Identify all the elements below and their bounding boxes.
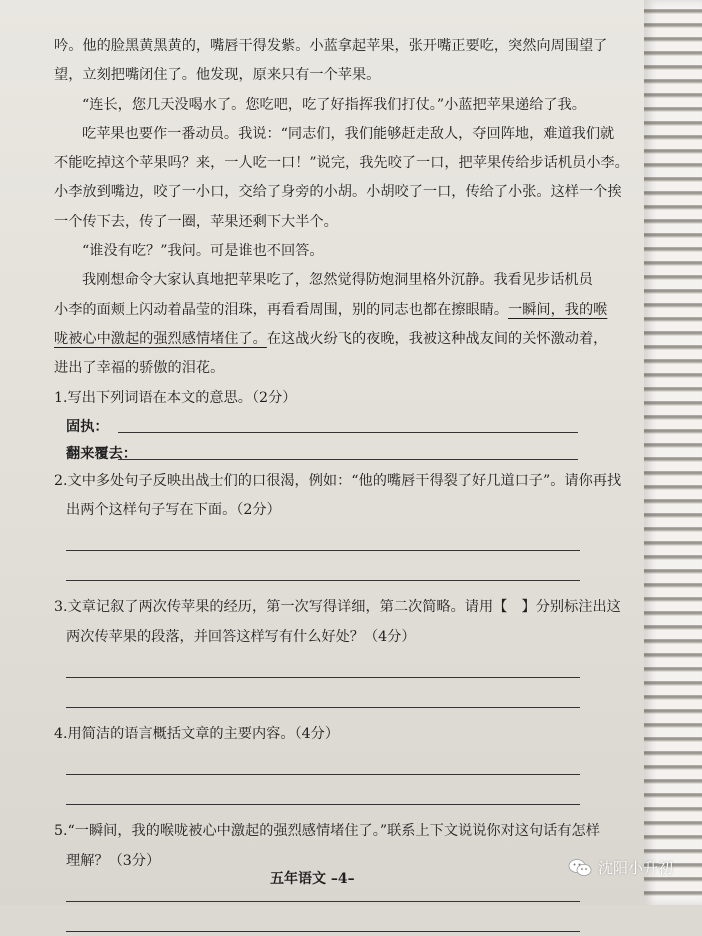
- answer-line[interactable]: [54, 906, 634, 936]
- passage-text: 在这战火纷飞的夜晚，我被这种战友间的关怀激动着，: [266, 330, 608, 347]
- question-3-cont: 两次传苹果的段落，并回答这样写有什么好处？（4分）: [66, 628, 416, 645]
- passage-line: [54, 296, 634, 325]
- passage-line: 吃苹果也要作一番动员。我说：“同志们，我们能够赶走敌人，夺回阵地，难道我们就: [82, 125, 615, 142]
- passage-line: “连长，您几天没喝水了。您吃吧，吃了好指挥我们打仗。”小蓝把苹果递给了我。: [82, 96, 586, 113]
- answer-line[interactable]: [54, 525, 634, 555]
- watermark-text: 沈阳小升初: [598, 859, 674, 877]
- passage-line: 吟。他的脸黑黄黑黄的，嘴唇干得发紫。小蓝拿起苹果，张开嘴正要吃，突然向周围望了: [54, 38, 608, 54]
- term-label: 固执：: [66, 418, 109, 435]
- passage-text: 小李的面颊上闪动着晶莹的泪珠，再看看周围，别的同志也都在擦眼睛。: [54, 301, 509, 318]
- passage-line: 望，立刻把嘴闭住了。他发现，原来只有一个苹果。: [54, 67, 381, 84]
- question-5-cont: 理解？（3分）: [66, 852, 161, 869]
- passage-line: 我刚想命令大家认真地把苹果吃了，忽然觉得防炮洞里格外沉静。我看见步话机员: [82, 272, 593, 289]
- answer-field-1a[interactable]: [54, 413, 634, 440]
- question-1: 1.写出下列词语在本文的意思。（2分）: [54, 389, 297, 406]
- underlined-sentence: 咙被心中激起的强烈感情堵住了。: [54, 330, 267, 347]
- answer-line[interactable]: [54, 779, 634, 809]
- answer-line: [118, 459, 578, 460]
- question-2: 2.文中多处句子反映出战士们的口很渴，例如：“他的嘴唇干得裂了好几道口子”。请你再找: [54, 472, 622, 489]
- underlined-sentence: 一瞬间，我的喉: [508, 301, 608, 318]
- question-5: 5.“一瞬间，我的喉咙被心中激起的强烈感情堵住了。”联系上下文说说你对这句话有怎样: [54, 823, 600, 840]
- watermark: [568, 857, 673, 878]
- exam-content: [54, 32, 634, 936]
- passage-line: [54, 325, 634, 354]
- term-label: 翻来覆去：: [66, 445, 137, 462]
- passage-line: 不能吃掉这个苹果吗？来，一人吃一口！”说完，我先咬了一口，把苹果传给步话机员小李。: [54, 155, 629, 172]
- passage-line: 进出了幸福的骄傲的泪花。: [54, 360, 225, 377]
- page-footer: 五年语文 –4–: [270, 871, 355, 887]
- answer-line[interactable]: [54, 652, 634, 682]
- answer-line: [118, 432, 578, 433]
- question-3: 3.文章记叙了两次传苹果的经历，第一次写得详细，第二次简略。请用【 】分别标注出这: [54, 599, 621, 616]
- passage-line: 小李放到嘴边，咬了一小口，交给了身旁的小胡。小胡咬了一口，传给了小张。这样一个挨: [54, 184, 622, 201]
- wechat-icon: [568, 858, 592, 878]
- answer-line[interactable]: [54, 749, 634, 779]
- answer-line[interactable]: [54, 682, 634, 712]
- passage-line: 一个传下去，传了一圈，苹果还剩下大半个。: [54, 213, 338, 230]
- answer-field-1b[interactable]: [54, 440, 634, 467]
- answer-line[interactable]: [54, 555, 634, 585]
- question-4: 4.用简洁的语言概括文章的主要内容。（4分）: [54, 726, 340, 743]
- passage-line: “谁没有吃？”我问。可是谁也不回答。: [82, 243, 324, 260]
- paper-stack-edge: [644, 0, 702, 905]
- question-2-cont: 出两个这样句子写在下面。（2分）: [66, 502, 281, 519]
